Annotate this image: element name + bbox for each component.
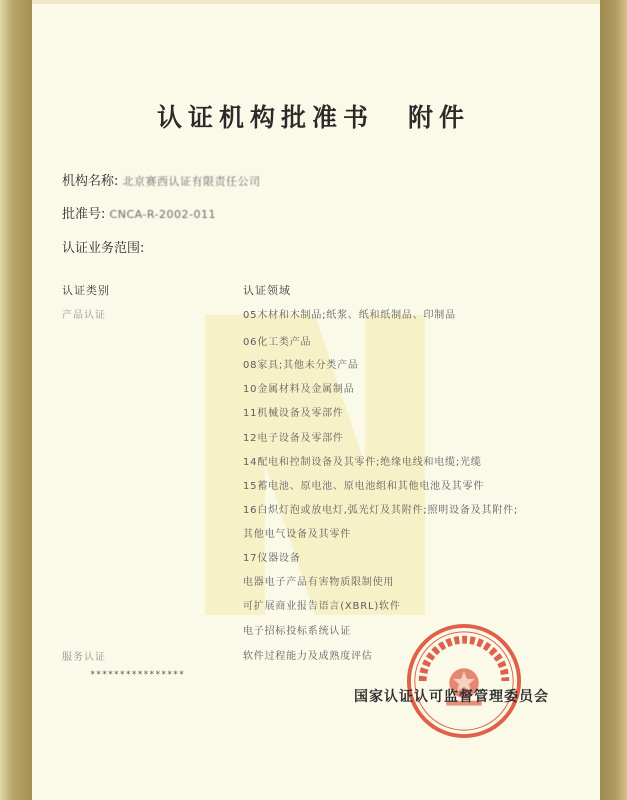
domain-item: 08家具;其他未分类产品 [243,360,359,371]
org-name-field [62,170,261,189]
domain-item: 11机械设备及零部件 [243,408,344,419]
domain-item: 15蓄电池、原电池、原电池组和其他电池及其零件 [243,481,485,492]
approval-number-value: CNCA-R-2002-011 [109,208,216,221]
category-column-header: 认证类别 [62,284,110,297]
category-product: 产品认证 [62,310,106,321]
domain-item: 10金属材料及金属制品 [243,384,355,395]
domain-item: 12电子设备及零部件 [243,433,344,444]
domain-item: 05木材和木制品;纸浆、纸和纸制品、印制品 [243,310,456,321]
org-name-value: 北京赛西认证有限责任公司 [122,175,261,188]
scope-field [62,237,144,256]
scope-label: 认证业务范围: [62,241,145,256]
category-service: 服务认证 [62,652,106,663]
title-main: 认证机构批准书 [156,103,374,132]
domain-item: 17仪器设备 [243,553,301,564]
document-title [0,98,627,134]
issuing-authority: 国家认证认可监督管理委员会 [354,689,549,705]
org-name-label: 机构名称: [62,174,119,189]
domain-column-header: 认证领域 [243,284,291,297]
domain-item: 06化工类产品 [243,337,312,348]
domain-item: 电器电子产品有害物质限制使用 [243,577,395,588]
title-suffix: 附件 [408,103,471,132]
domain-item: 16白炽灯泡或放电灯,弧光灯及其附件;照明设备及其附件; [243,505,519,516]
domain-item: 电子招标投标系统认证 [243,626,351,637]
domain-item: 14配电和控制设备及其零件;绝缘电线和电缆;光缆 [243,457,482,468]
approval-number-label: 批准号: [62,207,106,222]
domain-item: 软件过程能力及成熟度评估 [243,651,373,662]
top-edge [32,0,600,4]
domain-item: 其他电气设备及其零件 [243,529,351,540]
domain-item: 可扩展商业报告语言(XBRL)软件 [243,601,401,612]
approval-number-field [62,203,216,222]
official-seal-icon [405,622,523,740]
masked-text: **************** [90,670,185,680]
